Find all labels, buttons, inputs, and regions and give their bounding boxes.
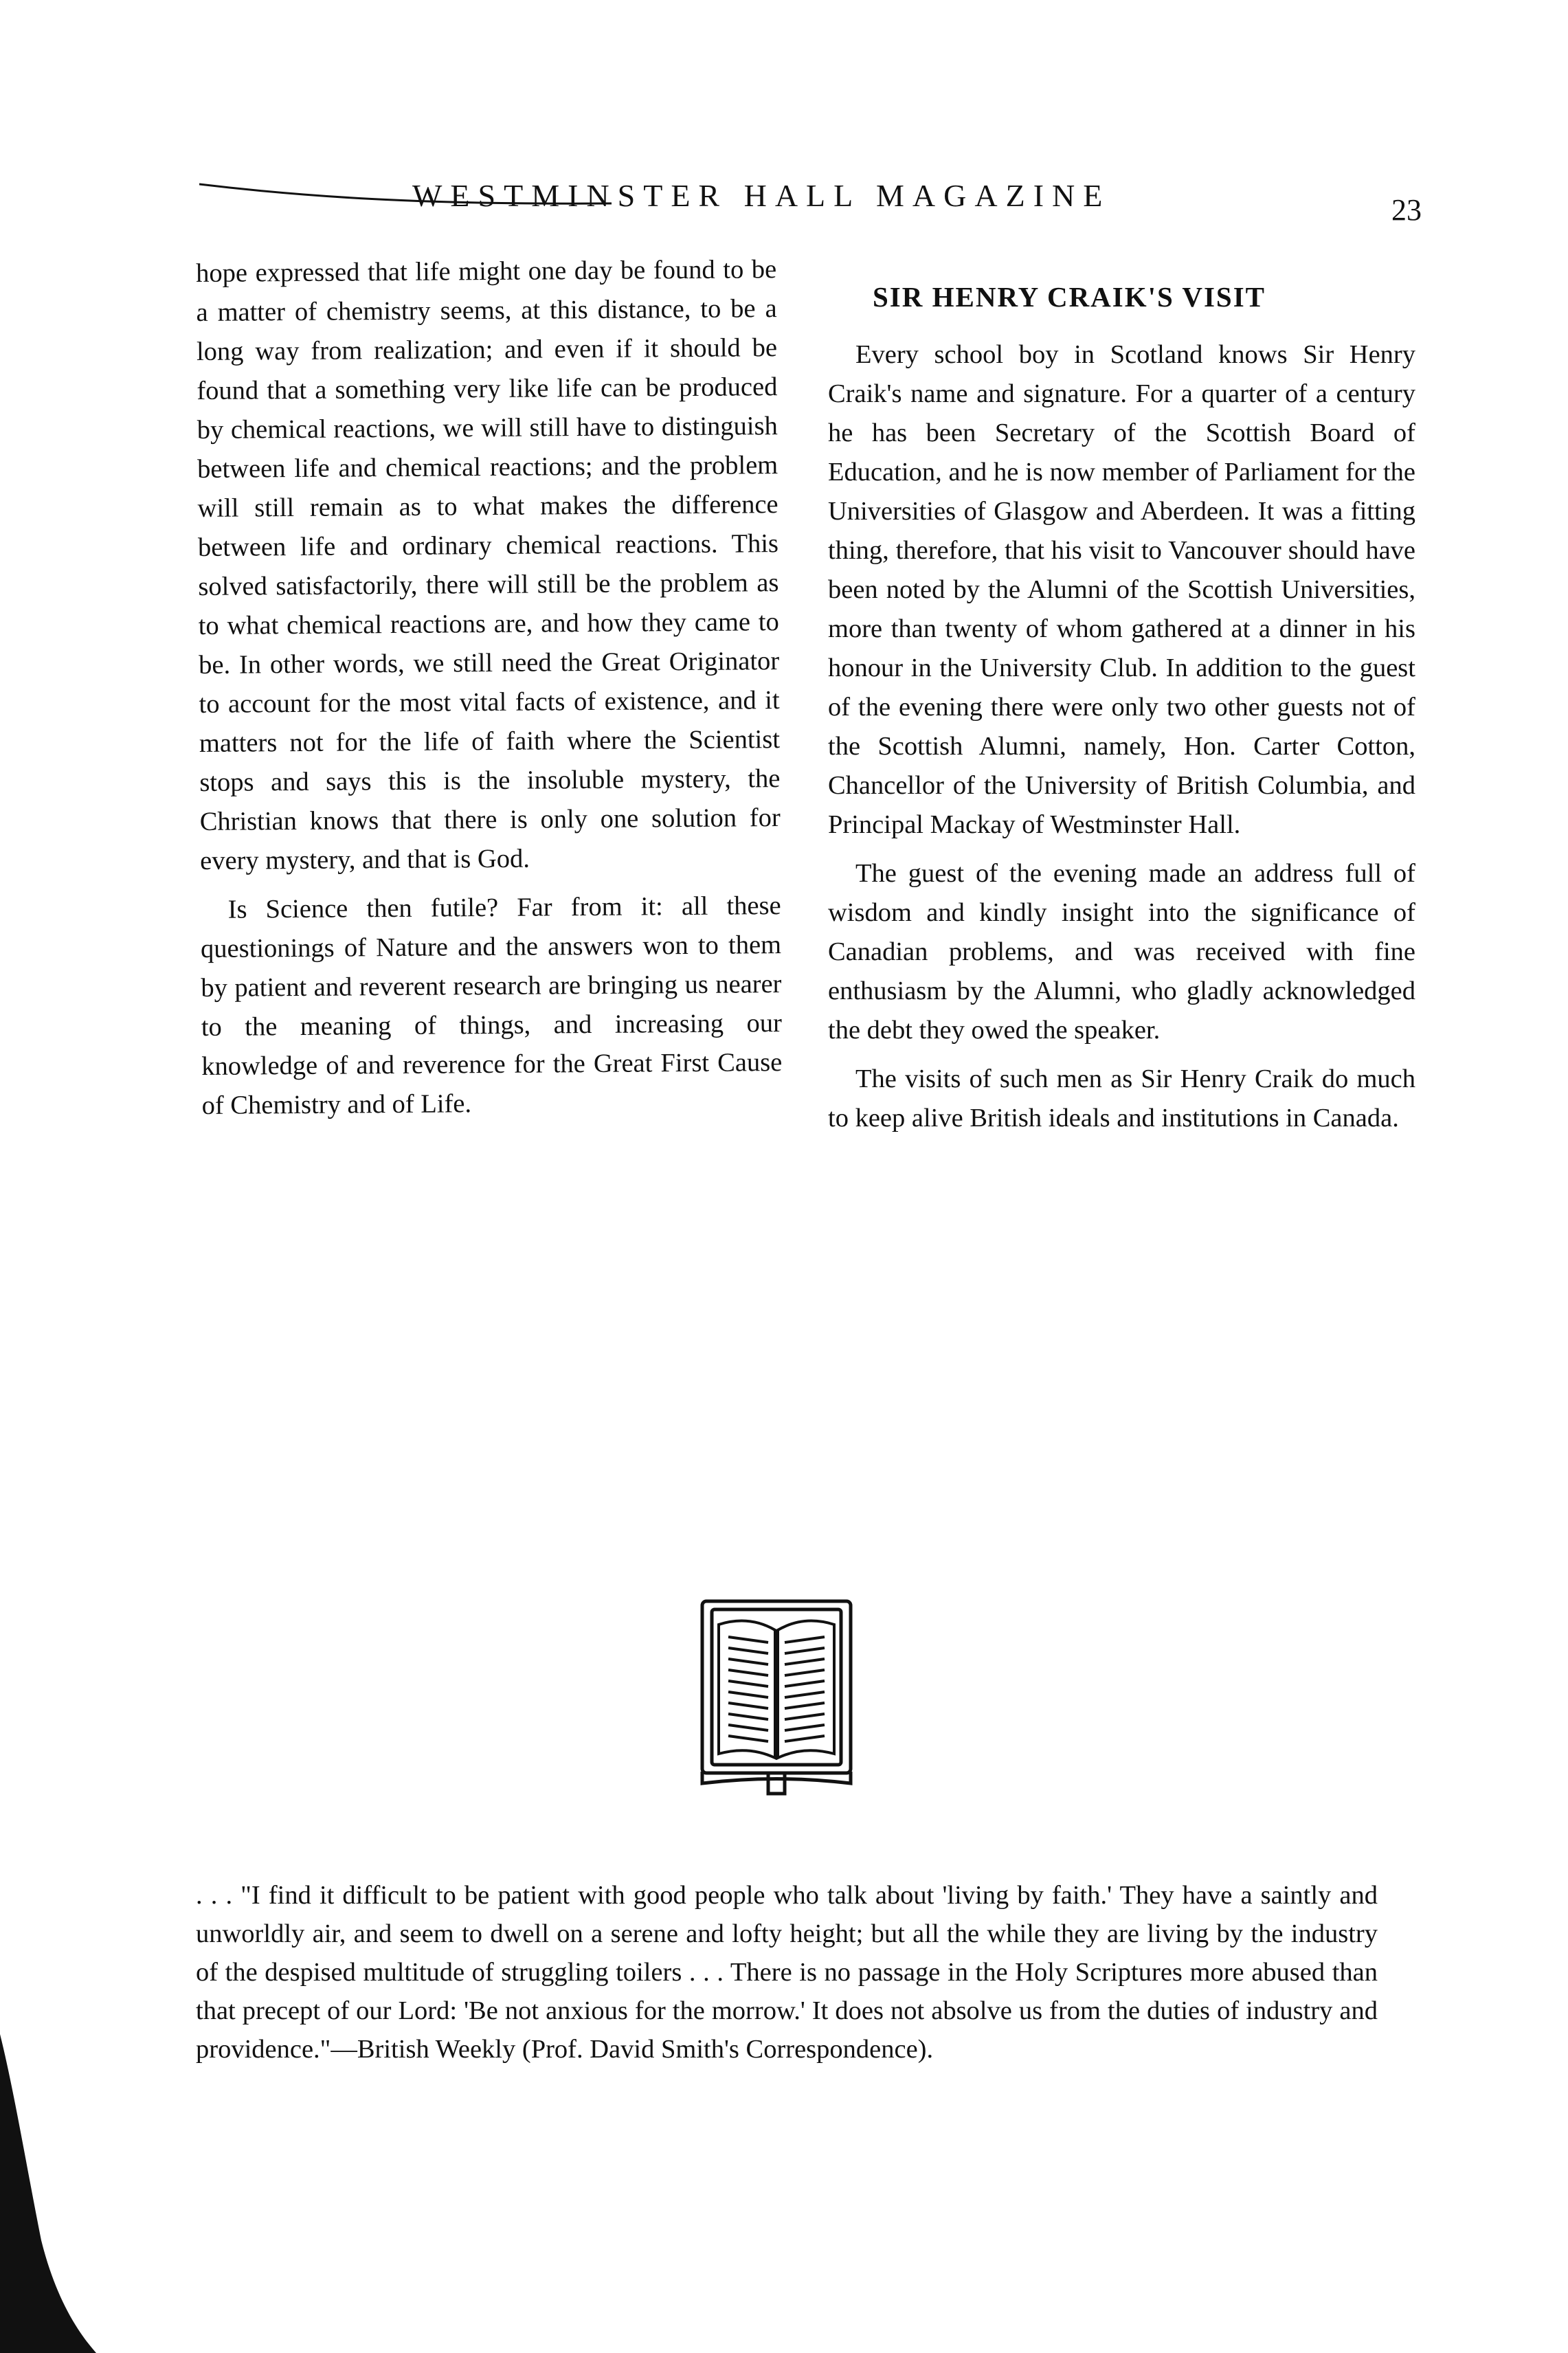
left-paragraph: Is Science then futile? Far from it: all these questionings of Nature and the answers won to them by patient and reverent research are bringing us nearer to the meaning of things, and increasing our knowledge of and reverence for the Great First Cause of Chemistry and of Life. (200, 891, 783, 1120)
article-heading: SIR HENRY CRAIK'S VISIT (873, 281, 1266, 313)
quotation-text: . . . "I find it difficult to be patient with good people who talk about 'living by faith.' They have a saintly and unworldly air, and seem to dwell on a serene and lofty height; but all the while they are living by the industry of the despised multitude of struggling toilers . . . There is no passage in the Holy Scriptures more abused than that precept of our Lord: 'Be not anxious for the morrow.' It does not absolve us from the duties of industry and providence."—British Weekly (Prof. David Smith's Correspondence). (196, 1881, 1378, 2064)
right-paragraph: The guest of the evening made an address full of wisdom and kindly insight into the significance of Canadian problems, and was received with fine enthusiasm by the Alumni, who gladly acknowledged the debt they owed the speaker. (828, 859, 1415, 1045)
right-column (828, 335, 1415, 1148)
left-paragraph: hope expressed that life might one day be found to be a matter of chemistry seems, at this distance, to be a long way from realization; and even if it should be found that a something very like life can be produced by chemical reactions, we will still have to distinguish between life and chemical reactions; and the problem will still remain as to what makes the difference between life and ordinary chemical reactions. This solved satisfactorily, there will still be the problem as to what chemical reactions are, and how they came to be. In other words, we still need the Great Originator to account for the most vital facts of existence, and it matters not for the life of faith where the Scientist stops and says this is the insoluble mystery, the Christian knows that there is only one solution for every mystery, and that is God. (196, 255, 781, 876)
open-book-icon (694, 1594, 859, 1800)
binding-shadow (0, 2034, 96, 2353)
right-paragraph: Every school boy in Scotland knows Sir Henry Craik's name and signature. For a quarter of a century he has been Secretary of the Scottish Board of Education, and he is now member of Parliament for the Universities of Glasgow and Aberdeen. It was a fitting thing, therefore, that his visit to Vancouver should have been noted by the Alumni of the Scottish Universities, more than twenty of whom gathered at a dinner in his honour in the University Club. In addition to the guest of the evening there were only two other guests not of the Scottish Alumni, namely, Hon. Carter Cotton, Chancellor of the University of British Columbia, and Principal Mackay of Westminster Hall. (828, 340, 1415, 839)
closing-quotation (196, 1876, 1378, 2068)
right-paragraph: The visits of such men as Sir Henry Craik do much to keep alive British ideals and institutions in Canada. (828, 1064, 1415, 1133)
left-column (196, 250, 783, 1135)
running-head: WESTMINSTER HALL MAGAZINE (412, 178, 1111, 213)
page-number: 23 (1391, 193, 1422, 227)
